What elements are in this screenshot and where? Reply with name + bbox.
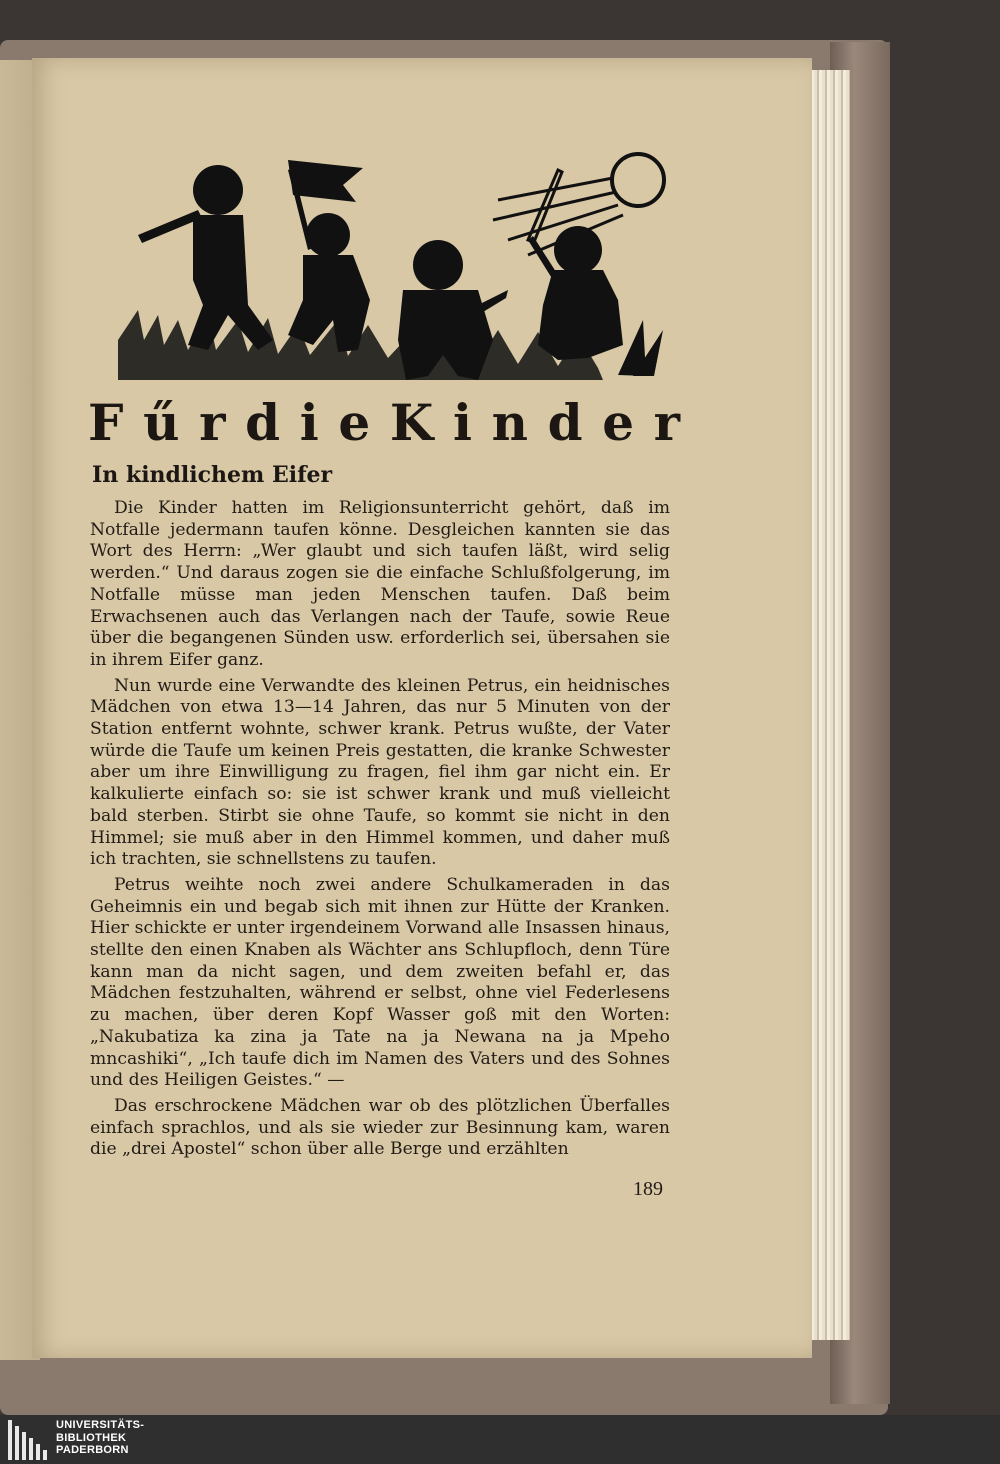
heading-letter: e	[602, 392, 634, 452]
page-number: 189	[633, 1178, 663, 1200]
heading-letter: i	[452, 392, 472, 452]
heading-letter: F	[88, 392, 124, 452]
logo-line: UNIVERSITÄTS-	[56, 1419, 145, 1431]
page-heading	[88, 392, 680, 452]
heading-letter: i	[299, 392, 319, 452]
heading-letter: d	[245, 392, 281, 452]
footer-bar	[0, 1415, 1000, 1464]
heading-letter: d	[547, 392, 583, 452]
paragraph: Die Kinder hatten im Religionsunterricht gehört, daß im Notfalle jedermann taufen könne. Desgleichen kannten sie das Wort des Herrn: „Wer glaubt und sich taufen läßt, wird selig werden.“ Und daraus zogen sie die einfache Schlußfolgerung, im Notfalle müsse man jeden Menschen taufen. Daß beim Erwachsenen auch das Verlangen nach der Taufe, sowie Reue über die begangenen Sünden usw. erforderlich sei, übersahen sie in ihrem Eifer ganz.	[90, 498, 670, 670]
article-body	[90, 498, 670, 1165]
library-logo-icon	[8, 1420, 50, 1460]
children-silhouette-illustration	[98, 140, 688, 390]
heading-letter: K	[389, 392, 434, 452]
heading-letter: e	[338, 392, 371, 452]
heading-letter: r	[199, 392, 226, 452]
heading-letter: n	[491, 392, 528, 452]
library-logo-text	[56, 1419, 144, 1457]
heading-letter: r	[653, 392, 680, 452]
section-title: In kindlichem Eifer	[92, 462, 333, 488]
logo-line: BIBLIOTHEK	[56, 1431, 127, 1444]
paragraph: Nun wurde eine Verwandte des kleinen Petrus, ein heidnisches Mädchen von etwa 13—14 Jahren, das nur 5 Minuten von der Station entfernt wohnte, schwer krank. Petrus wußte, der Vater würde die Taufe um keinen Preis gestatten, die kranke Schwester aber um ihre Einwilligung zu fragen, fiel ihm gar nicht ein. Er kalkulierte einfach so: sie ist schwer krank und muß vielleicht bald sterben. Stirbt sie ohne Taufe, so kommt sie nicht in den Himmel; sie muß aber in den Himmel kommen, und daher muß ich trachten, sie schnellstens zu taufen.	[90, 675, 670, 870]
paragraph: Das erschrockene Mädchen war ob des plötzlichen Überfalles einfach sprachlos, und als sie wieder zur Besinnung kam, waren die „drei Apostel“ schon über alle Berge und erzählten	[90, 1095, 670, 1160]
logo-line: PADERBORN	[56, 1444, 129, 1456]
paragraph: Petrus weihte noch zwei andere Schulkameraden in das Geheimnis ein und begab sich mit ihnen zur Hütte der Kranken. Hier schickte er unter irgendeinem Vorwand alle Insassen hinaus, stellte den einen Knaben als Wächter ans Schlupfloch, denn Türe kann man da nicht sagen, und dem zweiten befahl er, das Mädchen festzuhalten, während er selbst, ohne viel Federlesens zu machen, über deren Kopf Wasser goß mit den Worten: „Nakubatiza ka zina ja Tate na ja Newana na ja Mpeho mncashiki“, „Ich taufe dich im Namen des Vaters und des Sohnes und des Heiligen Geistes.“ —	[90, 874, 670, 1091]
heading-letter: ű	[143, 392, 180, 452]
